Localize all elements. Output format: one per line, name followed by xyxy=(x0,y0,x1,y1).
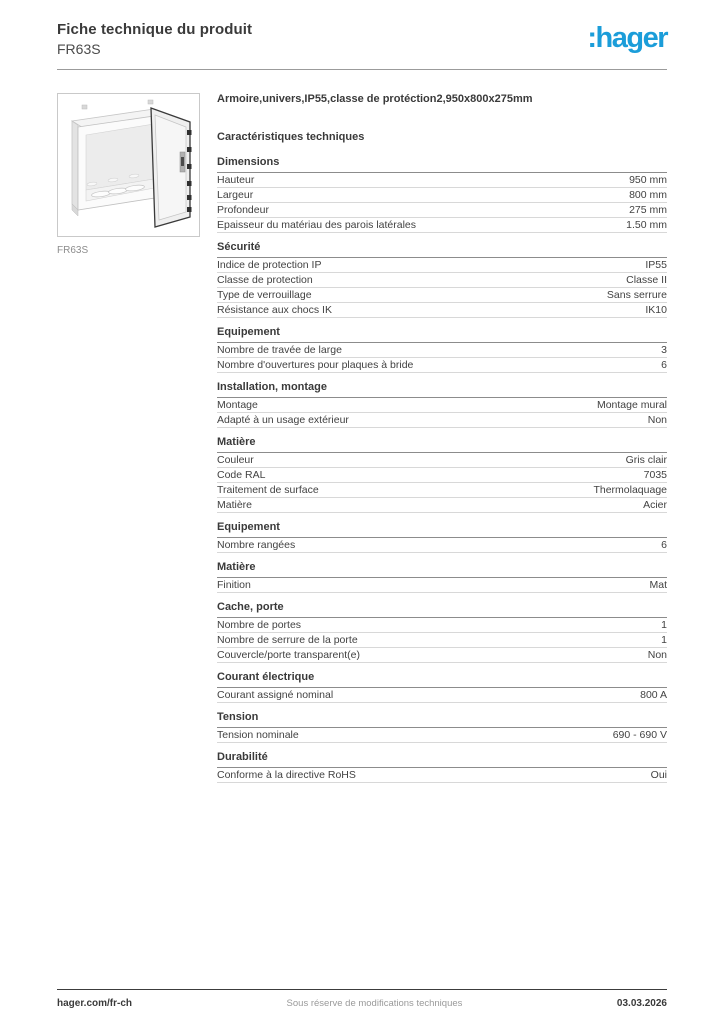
spec-row xyxy=(217,578,667,593)
spec-row-value: Non xyxy=(647,649,667,661)
spec-section xyxy=(217,671,667,703)
spec-row-label: Finition xyxy=(217,579,251,591)
spec-row xyxy=(217,498,667,513)
spec-row-label: Résistance aux chocs IK xyxy=(217,304,332,316)
section-title: Tension xyxy=(217,711,667,728)
spec-row xyxy=(217,688,667,703)
section-title: Cache, porte xyxy=(217,601,667,618)
product-image xyxy=(57,93,200,237)
spec-row-value: 1 xyxy=(661,619,667,631)
spec-row-value: 800 mm xyxy=(629,189,667,201)
spec-row-value: 275 mm xyxy=(629,204,667,216)
product-figure-column xyxy=(57,93,200,791)
spec-row-label: Nombre de travée de large xyxy=(217,344,342,356)
spec-row-value: 6 xyxy=(661,359,667,371)
section-title: Courant électrique xyxy=(217,671,667,688)
spec-row-value: 3 xyxy=(661,344,667,356)
spec-row-label: Conforme à la directive RoHS xyxy=(217,769,356,781)
spec-row-label: Couvercle/porte transparent(e) xyxy=(217,649,360,661)
main-content xyxy=(57,93,667,791)
characteristics-heading: Caractéristiques techniques xyxy=(217,131,365,143)
spec-section xyxy=(217,381,667,428)
spec-row-value: Gris clair xyxy=(625,454,667,466)
spec-row-value: Non xyxy=(647,414,667,426)
spec-row-label: Traitement de surface xyxy=(217,484,319,496)
spec-sections xyxy=(217,156,667,783)
spec-row-label: Type de verrouillage xyxy=(217,289,312,301)
document-title: Fiche technique du produit xyxy=(57,21,253,38)
spec-row-value: IK10 xyxy=(645,304,667,316)
page-header xyxy=(57,0,667,70)
spec-row-value: Thermolaquage xyxy=(593,484,667,496)
spec-row xyxy=(217,483,667,498)
spec-row xyxy=(217,618,667,633)
section-title: Dimensions xyxy=(217,156,667,173)
spec-section xyxy=(217,436,667,513)
footer-website: hager.com/fr-ch xyxy=(57,998,133,1009)
spec-row xyxy=(217,398,667,413)
section-title: Equipement xyxy=(217,521,667,538)
spec-section xyxy=(217,156,667,233)
spec-row-value: 800 A xyxy=(640,689,667,701)
spec-row-label: Classe de protection xyxy=(217,274,313,286)
spec-row-value: 6 xyxy=(661,539,667,551)
spec-row xyxy=(217,453,667,468)
spec-row-label: Matière xyxy=(217,499,253,511)
spec-row-label: Indice de protection IP xyxy=(217,259,322,271)
spec-section xyxy=(217,751,667,783)
spec-row-label: Courant assigné nominal xyxy=(217,689,334,701)
spec-section xyxy=(217,711,667,743)
spec-row-label: Code RAL xyxy=(217,469,266,481)
section-title: Matière xyxy=(217,436,667,453)
spec-row-value: IP55 xyxy=(645,259,667,271)
spec-row xyxy=(217,768,667,783)
spec-row xyxy=(217,343,667,358)
product-title: Armoire,univers,IP55,classe de protéction2,950x800x275mm xyxy=(217,93,533,105)
section-title: Sécurité xyxy=(217,241,667,258)
spec-row-label: Montage xyxy=(217,399,258,411)
spec-row xyxy=(217,728,667,743)
page-footer xyxy=(57,989,667,1009)
spec-row-label: Adapté à un usage extérieur xyxy=(217,414,349,426)
spec-section xyxy=(217,561,667,593)
spec-row xyxy=(217,203,667,218)
spec-row xyxy=(217,633,667,648)
spec-row-label: Largeur xyxy=(217,189,254,201)
spec-row xyxy=(217,188,667,203)
spec-row-label: Epaisseur du matériau des parois latérales xyxy=(217,219,417,231)
spec-row-value: 7035 xyxy=(643,469,667,481)
spec-section xyxy=(217,521,667,553)
product-reference: FR63S xyxy=(57,41,101,57)
spec-row xyxy=(217,218,667,233)
spec-row xyxy=(217,303,667,318)
spec-row-label: Nombre rangées xyxy=(217,539,296,551)
spec-row-value: Sans serrure xyxy=(606,289,667,301)
spec-row-label: Couleur xyxy=(217,454,254,466)
section-title: Installation, montage xyxy=(217,381,667,398)
footer-disclaimer: Sous réserve de modifications techniques xyxy=(286,998,463,1009)
spec-row-label: Nombre de portes xyxy=(217,619,302,631)
specifications-column xyxy=(217,93,667,791)
spec-row-value: 690 - 690 V xyxy=(612,729,667,741)
spec-row-label: Nombre de serrure de la porte xyxy=(217,634,358,646)
spec-row-label: Tension nominale xyxy=(217,729,299,741)
spec-row xyxy=(217,413,667,428)
spec-row-value: 950 mm xyxy=(629,174,667,186)
spec-row-value: Acier xyxy=(643,499,667,511)
spec-row-value: Classe II xyxy=(626,274,667,286)
spec-row xyxy=(217,648,667,663)
spec-section xyxy=(217,326,667,373)
spec-row-value: Oui xyxy=(650,769,667,781)
spec-row xyxy=(217,273,667,288)
spec-row xyxy=(217,468,667,483)
section-title: Durabilité xyxy=(217,751,667,768)
spec-row xyxy=(217,173,667,188)
spec-row xyxy=(217,358,667,373)
spec-section xyxy=(217,601,667,663)
spec-row-value: 1.50 mm xyxy=(626,219,667,231)
spec-row-label: Profondeur xyxy=(217,204,269,216)
hager-logo: :hager xyxy=(587,22,667,54)
spec-row xyxy=(217,258,667,273)
section-title: Equipement xyxy=(217,326,667,343)
spec-row xyxy=(217,288,667,303)
enclosure-illustration xyxy=(58,94,199,236)
spec-row-label: Hauteur xyxy=(217,174,255,186)
spec-row-value: 1 xyxy=(661,634,667,646)
footer-date: 03.03.2026 xyxy=(616,998,667,1009)
spec-row-value: Montage mural xyxy=(596,399,667,411)
section-title: Matière xyxy=(217,561,667,578)
spec-row-value: Mat xyxy=(649,579,667,591)
product-image-caption: FR63S xyxy=(57,245,89,256)
spec-row xyxy=(217,538,667,553)
spec-row-label: Nombre d'ouvertures pour plaques à bride xyxy=(217,359,414,371)
spec-section xyxy=(217,241,667,318)
